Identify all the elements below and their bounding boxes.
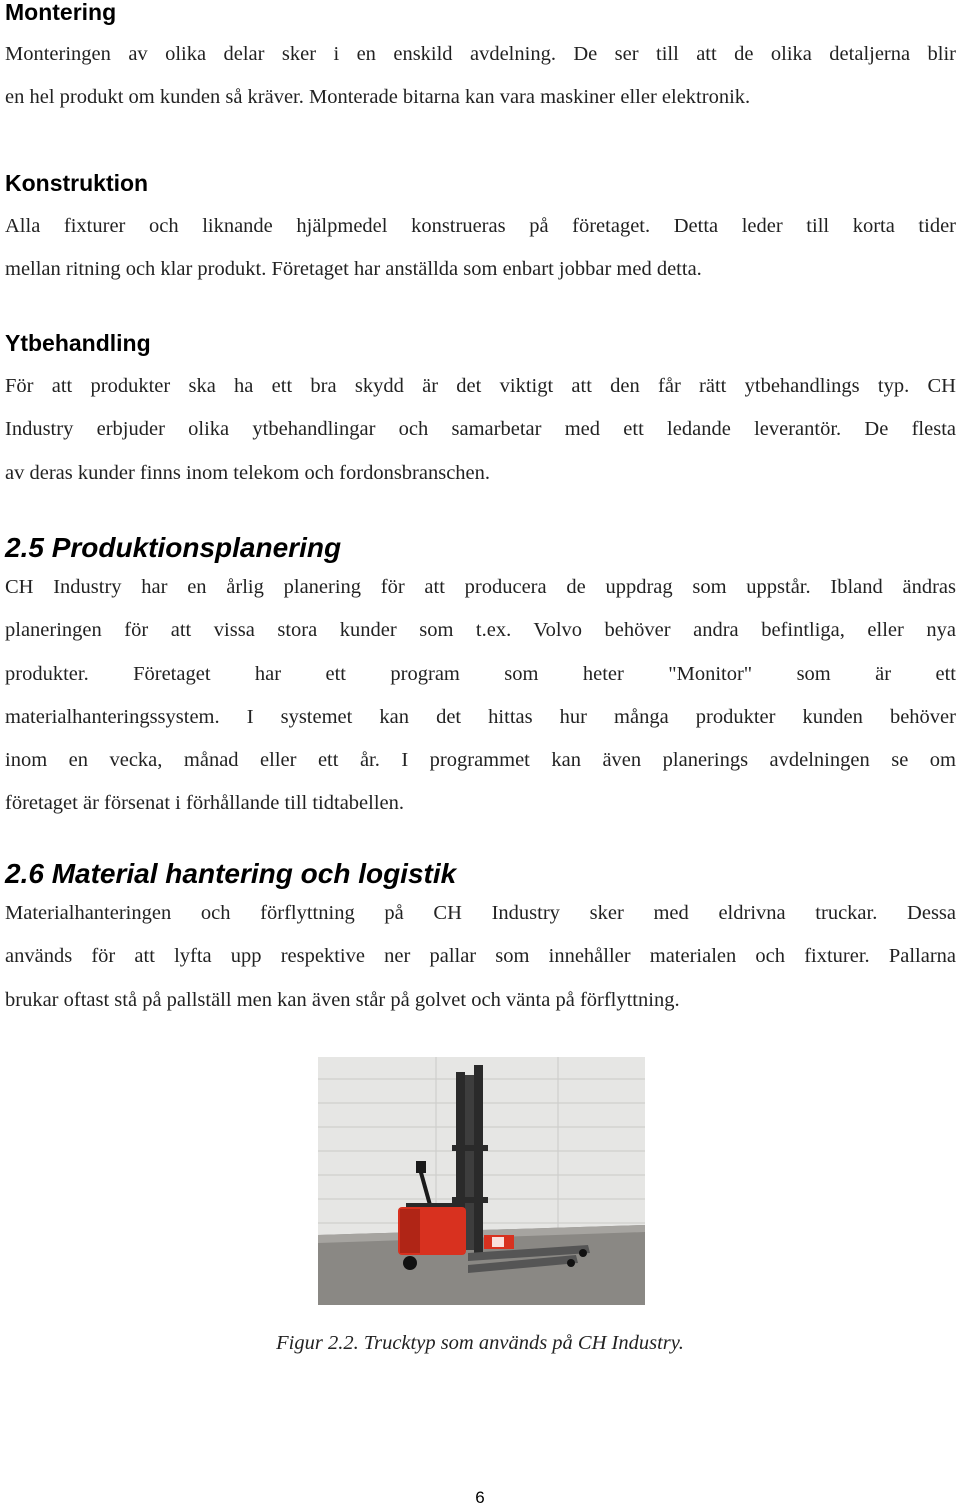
heading-materialhantering: 2.6 Material hantering och logistik	[5, 858, 457, 889]
text-line: Materialhanteringen och förflyttning på CH Industry sker med eldrivna truckar. Dessa	[5, 902, 956, 924]
text-line: CH Industry har en årlig planering för att producera de uppdrag som uppstår. Ibland ändras	[5, 576, 956, 598]
paragraph-materialhantering	[5, 892, 956, 1022]
text-line: materialhanteringssystem. I systemet kan det hittas hur många produkter kunden behöver	[5, 705, 956, 728]
figure-caption: Figur 2.2. Trucktyp som används på CH Industry.	[276, 1332, 684, 1354]
paragraph-ytbehandling	[5, 365, 956, 495]
text-line: företaget är försenat i förhållande till tidtabellen.	[5, 792, 405, 815]
text-line: används för att lyfta upp respektive ner pallar som innehåller materialen och fixturer. Pallarna	[5, 945, 956, 968]
paragraph-produktionsplanering	[5, 566, 956, 826]
text-line: Industry erbjuder olika ytbehandlingar och samarbetar med ett ledande leverantör. De flesta	[5, 418, 956, 441]
heading-produktionsplanering: 2.5 Produktionsplanering	[5, 532, 342, 563]
text-line: en hel produkt om kunden så kräver. Monterade bitarna kan vara maskiner eller elektronik.	[5, 86, 751, 109]
heading-ytbehandling: Ytbehandling	[5, 330, 151, 356]
forklift-illustration	[318, 1057, 645, 1305]
heading-montering: Montering	[5, 0, 117, 25]
paragraph-konstruktion	[5, 205, 956, 292]
text-line: av deras kunder finns inom telekom och fordonsbranschen.	[5, 461, 491, 484]
text-line: inom en vecka, månad eller ett år. I programmet kan även planerings avdelningen se om	[5, 749, 956, 772]
heading-konstruktion: Konstruktion	[5, 170, 149, 196]
forklift-photo	[318, 1057, 645, 1305]
text-line: Alla fixturer och liknande hjälpmedel konstrueras på företaget. Detta leder till korta tider	[5, 215, 956, 237]
page-number: 6	[475, 1488, 485, 1507]
text-line: Monteringen av olika delar sker i en enskild avdelning. De ser till att de olika detaljerna blir	[5, 43, 956, 65]
text-line: mellan ritning och klar produkt. Företaget har anställda som enbart jobbar med detta.	[5, 258, 702, 281]
text-line: För att produkter ska ha ett bra skydd är det viktigt att den får rätt ytbehandlings typ. CH	[5, 375, 956, 397]
text-line: brukar oftast stå på pallställ men kan även står på golvet och vänta på förflyttning.	[5, 988, 680, 1011]
text-line: produkter. Företaget har ett program som heter "Monitor" som är ett	[5, 662, 956, 685]
paragraph-montering	[5, 33, 956, 120]
text-line: planeringen för att vissa stora kunder som t.ex. Volvo behöver andra befintliga, eller nya	[5, 619, 956, 642]
